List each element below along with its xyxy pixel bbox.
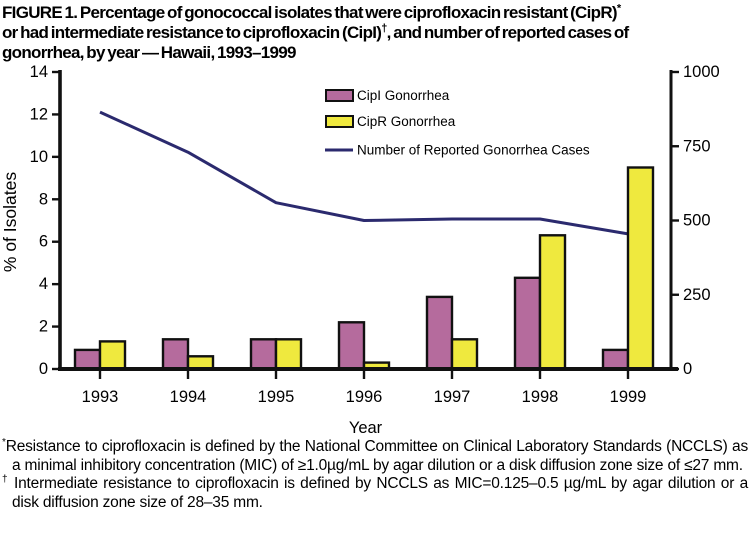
left-axis-tick-label: 2 (38, 317, 48, 336)
footnote-dagger-marker: † (2, 473, 9, 485)
x-axis-year-label: 1995 (257, 388, 295, 406)
cipr-bar-1997 (452, 339, 477, 369)
right-axis-tick-label: 1000 (683, 63, 720, 81)
cipr-bar-1999 (628, 168, 653, 370)
cipi-bar-1996 (339, 322, 364, 369)
cipr-bar-1995 (276, 339, 301, 369)
cipi-bar-1995 (251, 339, 276, 369)
left-axis-tick-label: 4 (38, 275, 48, 294)
figure-title-line3: gonorrhea, by year — Hawaii, 1993–1999 (2, 43, 296, 62)
x-axis-year-label: 1994 (169, 388, 207, 406)
x-axis-year-label: 1993 (81, 388, 119, 406)
figure-title-line2: or had intermediate resistance to ciprofloxacin (CipI) (2, 23, 382, 42)
right-axis-tick-label: 750 (683, 137, 711, 156)
x-axis-title: Year (348, 419, 383, 437)
asterisk-superscript: * (616, 2, 621, 15)
legend-label-cases: Number of Reported Gonorrhea Cases (357, 142, 590, 158)
cipi-bar-1997 (427, 297, 452, 369)
cipi-bar-1999 (603, 350, 628, 369)
cipr-bar-1998 (540, 235, 565, 369)
right-axis-tick-label: 500 (683, 211, 711, 230)
right-axis-tick-label: 250 (683, 285, 711, 304)
cipi-bar-1994 (163, 339, 188, 369)
left-axis-tick-label: 14 (29, 63, 48, 81)
figure-title-line1: FIGURE 1. Percentage of gonococcal isolates that were ciprofloxacin resistant (CipR) (2, 3, 617, 22)
legend-label-cipi: CipI Gonorrhea (357, 88, 450, 103)
cipr-bar-1993 (100, 341, 125, 369)
legend-swatch-cipi (326, 90, 353, 101)
legend-swatch-cipr (326, 116, 353, 127)
combo-chart (0, 62, 749, 437)
figure-title (2, 3, 748, 63)
footnote-asterisk-marker: * (2, 436, 6, 448)
right-axis-tick-label: 0 (683, 360, 693, 378)
x-axis-year-label: 1998 (521, 388, 559, 406)
cipi-bar-1998 (515, 278, 540, 369)
left-axis-tick-label: 10 (29, 147, 48, 166)
left-axis-tick-label: 8 (38, 190, 48, 209)
left-axis-tick-label: 12 (29, 105, 48, 124)
figure-title-line2-post: , and number of reported cases of (386, 23, 629, 42)
x-axis-year-label: 1997 (433, 388, 471, 406)
legend-label-cipr: CipR Gonorrhea (357, 114, 456, 129)
figure-footnotes (2, 438, 748, 512)
left-axis-tick-label: 6 (38, 232, 48, 251)
cipi-bar-1993 (75, 350, 100, 369)
footnote-resistance-definition: *Resistance to ciprofloxacin is defined by the National Committee on Clinical Laboratory Standards (NCCLS) as a minimal inhibitory concentration (MIC) of ≥1.0µg/mL by agar dilution or a disk diffusion zone size of ≤27 mm. (2, 436, 748, 474)
y-axis-title: % of Isolates (0, 171, 20, 273)
left-axis-tick-label: 0 (38, 360, 48, 378)
reported-cases-line (100, 112, 628, 234)
x-axis-year-label: 1996 (345, 388, 383, 406)
dagger-superscript: † (381, 22, 387, 35)
footnote-intermediate-definition: † Intermediate resistance to ciprofloxacin is defined by NCCLS as MIC=0.125–0.5 µg/mL by agar dilution or a disk diffusion zone size of 28–35 mm. (2, 473, 748, 511)
x-axis-year-label: 1999 (609, 388, 647, 406)
